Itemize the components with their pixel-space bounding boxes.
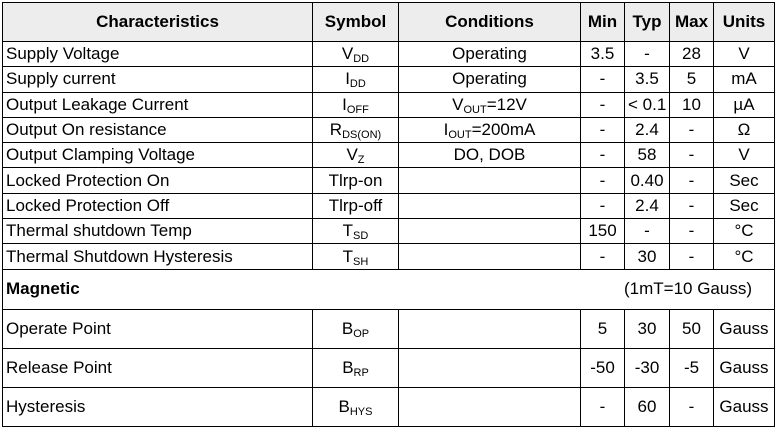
condition-main: I [443,120,449,140]
typ-value: 60 [625,387,670,426]
conditions-cell [399,92,581,117]
characteristic-name: Hysteresis [3,387,313,426]
min-value: -50 [581,348,625,387]
typ-value: 30 [625,244,670,269]
typ-value: 30 [625,309,670,348]
max-value: - [670,387,714,426]
characteristic-name: Output On resistance [3,117,313,142]
symbol-cell [313,42,399,67]
symbol-subscript: SH [353,255,369,268]
typ-value: 0.40 [625,168,670,193]
min-value: - [581,193,625,218]
max-value: 50 [670,309,714,348]
characteristic-name: Thermal shutdown Temp [3,219,313,244]
symbol-base: B [341,318,354,338]
section-note: (1mT=10 Gauss) [313,269,775,309]
max-value: - [670,117,714,142]
symbol-subscript: SD [353,230,369,243]
characteristic-name: Supply current [3,67,313,92]
min-value: - [581,117,625,142]
max-value: -5 [670,348,714,387]
conditions-cell [399,143,581,168]
typ-value: 3.5 [625,67,670,92]
symbol-base: B [342,357,354,377]
units-value: °C [714,244,775,269]
section-title: Magnetic [3,269,313,309]
symbol-cell [313,387,399,426]
conditions-cell [399,219,581,244]
conditions-cell [399,348,581,387]
electrical-characteristics-table [2,2,775,427]
condition-subscript: OUT [448,129,472,142]
table-row [3,143,775,168]
condition-subscript: OUT [463,103,487,116]
max-value: 10 [670,92,714,117]
header-symbol: Symbol [313,3,399,42]
symbol-base: V [346,145,358,165]
units-value: V [714,143,775,168]
typ-value: < 0.1 [625,92,670,117]
condition-main: Operating [452,44,527,64]
characteristic-name: Supply Voltage [3,42,313,67]
typ-value: 2.4 [625,117,670,142]
min-value: - [581,168,625,193]
symbol-base: T [342,246,354,266]
characteristic-name: Output Clamping Voltage [3,143,313,168]
symbol-cell [313,244,399,269]
min-value: - [581,387,625,426]
condition-main: Operating [452,69,527,89]
table-row [3,309,775,348]
symbol-subscript: Z [357,154,365,167]
max-value: - [670,219,714,244]
units-value: Gauss [714,387,775,426]
conditions-cell [399,168,581,193]
conditions-cell [399,244,581,269]
condition-rest: =200mA [471,120,536,140]
header-units: Units [714,3,775,42]
header-row [3,3,775,42]
table-row [3,117,775,142]
characteristic-name: Locked Protection On [3,168,313,193]
table-row [3,42,775,67]
max-value: - [670,244,714,269]
table-row [3,244,775,269]
symbol-subscript: OP [353,327,370,340]
units-value: Sec [714,193,775,218]
max-value: - [670,193,714,218]
symbol-cell [313,193,399,218]
conditions-cell [399,193,581,218]
characteristic-name: Locked Protection Off [3,193,313,218]
condition-rest: =12V [486,94,527,114]
symbol-cell [313,117,399,142]
typ-value: - [625,219,670,244]
min-value: 3.5 [581,42,625,67]
units-value: Sec [714,168,775,193]
table-row [3,67,775,92]
max-value: - [670,143,714,168]
typ-value: 58 [625,143,670,168]
characteristic-name: Output Leakage Current [3,92,313,117]
min-value: 5 [581,309,625,348]
symbol-subscript: DS(ON) [342,129,382,142]
units-value: V [714,42,775,67]
min-value: - [581,143,625,168]
units-value: Gauss [714,348,775,387]
units-value: °C [714,219,775,244]
units-value: mA [714,67,775,92]
conditions-cell [399,67,581,92]
symbol-subscript: RP [353,366,369,379]
magnetic-section-header [3,269,775,309]
header-characteristics: Characteristics [3,3,313,42]
min-value: - [581,244,625,269]
symbol-base: I [342,94,347,114]
typ-value: 2.4 [625,193,670,218]
table-row [3,193,775,218]
units-value: Ω [714,117,775,142]
table-row [3,168,775,193]
characteristic-name: Operate Point [3,309,313,348]
condition-main: V [452,94,464,114]
units-value: Gauss [714,309,775,348]
characteristic-name: Release Point [3,348,313,387]
units-value: µA [714,92,775,117]
table-row [3,387,775,426]
header-max: Max [670,3,714,42]
symbol-subscript: HYS [349,405,373,418]
min-value: - [581,92,625,117]
symbol-subscript: OFF [346,103,369,116]
typ-value: -30 [625,348,670,387]
conditions-cell [399,309,581,348]
characteristic-name: Thermal Shutdown Hysteresis [3,244,313,269]
table-row [3,348,775,387]
symbol-cell [313,309,399,348]
max-value: - [670,168,714,193]
symbol-cell [313,219,399,244]
header-conditions: Conditions [399,3,581,42]
typ-value: - [625,42,670,67]
table-row [3,219,775,244]
symbol-cell [313,348,399,387]
table-row [3,92,775,117]
symbol-base: R [329,120,343,140]
header-typ: Typ [625,3,670,42]
symbol-cell [313,168,399,193]
symbol-cell [313,92,399,117]
symbol-subscript: DD [353,53,370,66]
max-value: 28 [670,42,714,67]
symbol-base: T [342,221,354,241]
min-value: - [581,67,625,92]
conditions-cell [399,42,581,67]
symbol-base: V [341,44,354,64]
symbol-cell [313,143,399,168]
header-min: Min [581,3,625,42]
min-value: 150 [581,219,625,244]
symbol-base: Tlrp-on [328,170,383,190]
conditions-cell [399,387,581,426]
symbol-base: Tlrp-off [328,195,383,215]
conditions-cell [399,117,581,142]
symbol-base: I [345,69,350,89]
symbol-subscript: DD [349,78,366,91]
symbol-cell [313,67,399,92]
condition-main: DO, DOB [453,145,526,165]
max-value: 5 [670,67,714,92]
symbol-base: B [338,396,350,416]
